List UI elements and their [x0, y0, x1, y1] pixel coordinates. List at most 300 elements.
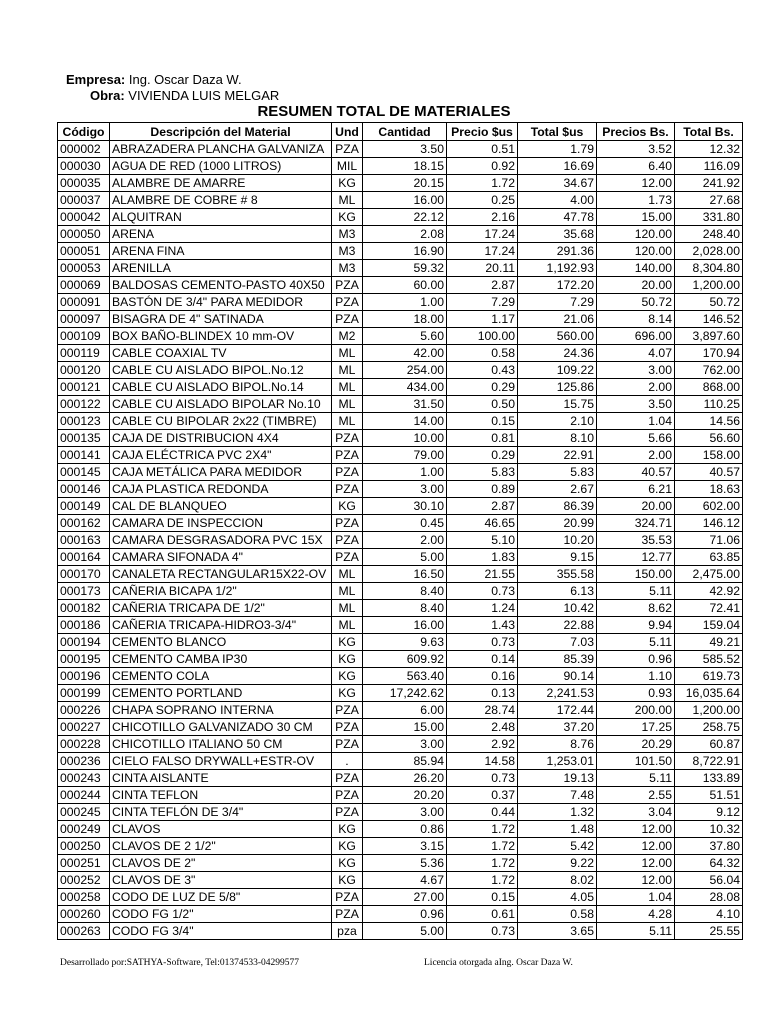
- cell-precio-bs: 12.00: [597, 872, 675, 889]
- cell-total-usd: 125.86: [518, 379, 597, 396]
- cell-descripcion: ARENILLA: [110, 260, 332, 277]
- cell-precio-usd: 0.92: [447, 158, 518, 175]
- cell-und: PZA: [332, 736, 363, 753]
- cell-precio-bs: 1.10: [597, 668, 675, 685]
- cell-cantidad: 27.00: [363, 889, 447, 906]
- cell-codigo: 000245: [58, 804, 110, 821]
- cell-codigo: 000123: [58, 413, 110, 430]
- cell-total-bs: 14.56: [675, 413, 743, 430]
- cell-descripcion: CEMENTO PORTLAND: [110, 685, 332, 702]
- cell-descripcion: CEMENTO CAMBA IP30: [110, 651, 332, 668]
- empresa-value: Ing. Oscar Daza W.: [128, 72, 242, 87]
- cell-codigo: 000199: [58, 685, 110, 702]
- table-row: [58, 447, 743, 464]
- cell-total-usd: 1,192.93: [518, 260, 597, 277]
- cell-precio-usd: 0.50: [447, 396, 518, 413]
- cell-und: PZA: [332, 770, 363, 787]
- cell-und: PZA: [332, 294, 363, 311]
- cell-descripcion: CINTA TEFLON: [110, 787, 332, 804]
- cell-total-usd: 291.36: [518, 243, 597, 260]
- cell-descripcion: CAL DE BLANQUEO: [110, 498, 332, 515]
- cell-precio-usd: 0.15: [447, 413, 518, 430]
- cell-precio-bs: 0.93: [597, 685, 675, 702]
- cell-cantidad: 1.00: [363, 464, 447, 481]
- cell-descripcion: ARENA FINA: [110, 243, 332, 260]
- cell-precio-usd: 0.81: [447, 430, 518, 447]
- cell-codigo: 000030: [58, 158, 110, 175]
- cell-total-bs: 585.52: [675, 651, 743, 668]
- cell-und: .: [332, 753, 363, 770]
- cell-codigo: 000186: [58, 617, 110, 634]
- cell-total-usd: 7.03: [518, 634, 597, 651]
- cell-descripcion: ALAMBRE DE COBRE # 8: [110, 192, 332, 209]
- cell-precio-usd: 0.44: [447, 804, 518, 821]
- cell-precio-usd: 0.73: [447, 923, 518, 940]
- table-row: [58, 328, 743, 345]
- cell-codigo: 000146: [58, 481, 110, 498]
- cell-precio-usd: 46.65: [447, 515, 518, 532]
- cell-total-usd: 10.20: [518, 532, 597, 549]
- cell-codigo: 000145: [58, 464, 110, 481]
- cell-und: PZA: [332, 515, 363, 532]
- cell-total-usd: 24.36: [518, 345, 597, 362]
- cell-descripcion: CABLE CU AISLADO BIPOL.No.14: [110, 379, 332, 396]
- cell-total-bs: 64.32: [675, 855, 743, 872]
- cell-cantidad: 16.90: [363, 243, 447, 260]
- cell-precio-usd: 1.83: [447, 549, 518, 566]
- cell-cantidad: 9.63: [363, 634, 447, 651]
- cell-total-bs: 56.04: [675, 872, 743, 889]
- cell-und: PZA: [332, 447, 363, 464]
- cell-total-bs: 3,897.60: [675, 328, 743, 345]
- cell-codigo: 000249: [58, 821, 110, 838]
- cell-cantidad: 14.00: [363, 413, 447, 430]
- cell-precio-usd: 1.72: [447, 872, 518, 889]
- cell-total-bs: 8,304.80: [675, 260, 743, 277]
- table-row: [58, 498, 743, 515]
- cell-total-bs: 40.57: [675, 464, 743, 481]
- cell-precio-usd: 1.17: [447, 311, 518, 328]
- cell-cantidad: 0.96: [363, 906, 447, 923]
- cell-codigo: 000162: [58, 515, 110, 532]
- cell-und: PZA: [332, 532, 363, 549]
- cell-descripcion: CHAPA SOPRANO INTERNA: [110, 702, 332, 719]
- cell-cantidad: 17,242.62: [363, 685, 447, 702]
- cell-total-usd: 172.20: [518, 277, 597, 294]
- cell-precio-bs: 5.66: [597, 430, 675, 447]
- table-row: [58, 481, 743, 498]
- cell-codigo: 000050: [58, 226, 110, 243]
- cell-total-bs: 2,028.00: [675, 243, 743, 260]
- cell-descripcion: CLAVOS DE 3": [110, 872, 332, 889]
- cell-und: PZA: [332, 464, 363, 481]
- cell-precio-bs: 2.00: [597, 379, 675, 396]
- cell-total-usd: 10.42: [518, 600, 597, 617]
- table-row: [58, 158, 743, 175]
- cell-und: ML: [332, 413, 363, 430]
- cell-total-bs: 8,722.91: [675, 753, 743, 770]
- cell-total-bs: 49.21: [675, 634, 743, 651]
- cell-codigo: 000251: [58, 855, 110, 872]
- cell-codigo: 000250: [58, 838, 110, 855]
- cell-und: PZA: [332, 719, 363, 736]
- cell-und: ML: [332, 566, 363, 583]
- table-row: [58, 141, 743, 158]
- cell-precio-usd: 2.87: [447, 277, 518, 294]
- cell-total-usd: 5.42: [518, 838, 597, 855]
- table-row: [58, 294, 743, 311]
- table-row: [58, 209, 743, 226]
- cell-total-usd: 90.14: [518, 668, 597, 685]
- cell-precio-bs: 150.00: [597, 566, 675, 583]
- cell-codigo: 000164: [58, 549, 110, 566]
- cell-descripcion: CAÑERIA TRICAPA-HIDRO3-3/4": [110, 617, 332, 634]
- cell-cantidad: 5.00: [363, 549, 447, 566]
- cell-precio-usd: 28.74: [447, 702, 518, 719]
- cell-descripcion: ALQUITRAN: [110, 209, 332, 226]
- cell-precio-bs: 40.57: [597, 464, 675, 481]
- cell-total-usd: 8.10: [518, 430, 597, 447]
- cell-descripcion: CABLE COAXIAL TV: [110, 345, 332, 362]
- cell-total-usd: 15.75: [518, 396, 597, 413]
- cell-und: pza: [332, 923, 363, 940]
- cell-descripcion: BOX BAÑO-BLINDEX 10 mm-OV: [110, 328, 332, 345]
- cell-cantidad: 6.00: [363, 702, 447, 719]
- table-row: [58, 532, 743, 549]
- cell-precio-bs: 35.53: [597, 532, 675, 549]
- cell-precio-bs: 101.50: [597, 753, 675, 770]
- cell-und: PZA: [332, 549, 363, 566]
- cell-und: KG: [332, 838, 363, 855]
- cell-cantidad: 22.12: [363, 209, 447, 226]
- cell-und: PZA: [332, 277, 363, 294]
- cell-und: PZA: [332, 141, 363, 158]
- cell-precio-usd: 2.87: [447, 498, 518, 515]
- cell-und: M3: [332, 243, 363, 260]
- cell-und: PZA: [332, 481, 363, 498]
- table-row: [58, 277, 743, 294]
- cell-precio-usd: 2.16: [447, 209, 518, 226]
- cell-total-bs: 170.94: [675, 345, 743, 362]
- cell-und: PZA: [332, 906, 363, 923]
- cell-und: PZA: [332, 804, 363, 821]
- cell-total-usd: 560.00: [518, 328, 597, 345]
- cell-precio-bs: 2.00: [597, 447, 675, 464]
- cell-total-usd: 22.88: [518, 617, 597, 634]
- cell-total-bs: 110.25: [675, 396, 743, 413]
- table-row: [58, 634, 743, 651]
- table-row: [58, 396, 743, 413]
- cell-total-usd: 20.99: [518, 515, 597, 532]
- cell-precio-bs: 696.00: [597, 328, 675, 345]
- cell-descripcion: CAJA ELÉCTRICA PVC 2X4": [110, 447, 332, 464]
- cell-precio-bs: 12.00: [597, 821, 675, 838]
- cell-total-bs: 133.89: [675, 770, 743, 787]
- cell-cantidad: 20.20: [363, 787, 447, 804]
- cell-descripcion: CLAVOS: [110, 821, 332, 838]
- cell-precio-bs: 8.14: [597, 311, 675, 328]
- cell-total-usd: 19.13: [518, 770, 597, 787]
- cell-precio-bs: 6.40: [597, 158, 675, 175]
- cell-precio-usd: 20.11: [447, 260, 518, 277]
- table-row: [58, 226, 743, 243]
- cell-codigo: 000109: [58, 328, 110, 345]
- cell-precio-usd: 0.14: [447, 651, 518, 668]
- cell-total-bs: 258.75: [675, 719, 743, 736]
- cell-und: KG: [332, 668, 363, 685]
- cell-total-usd: 5.83: [518, 464, 597, 481]
- cell-precio-bs: 3.50: [597, 396, 675, 413]
- cell-descripcion: CODO FG 3/4": [110, 923, 332, 940]
- cell-total-usd: 2.67: [518, 481, 597, 498]
- cell-total-usd: 8.02: [518, 872, 597, 889]
- cell-total-usd: 47.78: [518, 209, 597, 226]
- table-row: [58, 175, 743, 192]
- cell-total-bs: 71.06: [675, 532, 743, 549]
- cell-cantidad: 16.00: [363, 192, 447, 209]
- cell-precio-usd: 5.10: [447, 532, 518, 549]
- cell-cantidad: 0.45: [363, 515, 447, 532]
- cell-precio-bs: 3.52: [597, 141, 675, 158]
- cell-und: PZA: [332, 430, 363, 447]
- cell-codigo: 000053: [58, 260, 110, 277]
- cell-total-usd: 355.58: [518, 566, 597, 583]
- cell-und: ML: [332, 583, 363, 600]
- table-row: [58, 770, 743, 787]
- cell-codigo: 000091: [58, 294, 110, 311]
- col-header-precio-usd: Precio $us: [447, 123, 518, 141]
- cell-descripcion: CAJA PLASTICA REDONDA: [110, 481, 332, 498]
- cell-cantidad: 15.00: [363, 719, 447, 736]
- cell-descripcion: ARENA: [110, 226, 332, 243]
- cell-total-bs: 18.63: [675, 481, 743, 498]
- cell-codigo: 000243: [58, 770, 110, 787]
- cell-descripcion: ABRAZADERA PLANCHA GALVANIZA: [110, 141, 332, 158]
- cell-codigo: 000227: [58, 719, 110, 736]
- cell-total-bs: 241.92: [675, 175, 743, 192]
- table-row: [58, 719, 743, 736]
- cell-total-usd: 86.39: [518, 498, 597, 515]
- cell-descripcion: CINTA TEFLÓN DE 3/4": [110, 804, 332, 821]
- table-row: [58, 889, 743, 906]
- cell-total-usd: 1.32: [518, 804, 597, 821]
- table-row: [58, 260, 743, 277]
- cell-und: ML: [332, 192, 363, 209]
- cell-total-usd: 7.48: [518, 787, 597, 804]
- cell-total-usd: 4.00: [518, 192, 597, 209]
- materials-table: [57, 122, 743, 940]
- cell-descripcion: CAMARA SIFONADA 4": [110, 549, 332, 566]
- cell-codigo: 000042: [58, 209, 110, 226]
- cell-cantidad: 60.00: [363, 277, 447, 294]
- cell-cantidad: 3.50: [363, 141, 447, 158]
- cell-total-usd: 16.69: [518, 158, 597, 175]
- cell-und: M3: [332, 226, 363, 243]
- cell-total-usd: 35.68: [518, 226, 597, 243]
- table-row: [58, 668, 743, 685]
- cell-und: ML: [332, 396, 363, 413]
- table-row: [58, 413, 743, 430]
- table-row: [58, 464, 743, 481]
- obra-value: VIVIENDA LUIS MELGAR: [128, 88, 280, 103]
- cell-cantidad: 4.67: [363, 872, 447, 889]
- cell-total-bs: 762.00: [675, 362, 743, 379]
- cell-codigo: 000228: [58, 736, 110, 753]
- cell-precio-usd: 0.29: [447, 379, 518, 396]
- cell-codigo: 000135: [58, 430, 110, 447]
- col-header-codigo: Código: [58, 123, 110, 141]
- cell-cantidad: 26.20: [363, 770, 447, 787]
- cell-precio-bs: 120.00: [597, 243, 675, 260]
- table-row: [58, 821, 743, 838]
- cell-precio-bs: 12.00: [597, 175, 675, 192]
- table-row: [58, 515, 743, 532]
- col-header-total-usd: Total $us: [518, 123, 597, 141]
- table-row: [58, 583, 743, 600]
- cell-precio-bs: 0.96: [597, 651, 675, 668]
- cell-total-usd: 1.79: [518, 141, 597, 158]
- cell-und: PZA: [332, 889, 363, 906]
- cell-und: KG: [332, 651, 363, 668]
- cell-total-bs: 9.12: [675, 804, 743, 821]
- cell-cantidad: 5.00: [363, 923, 447, 940]
- cell-precio-bs: 12.00: [597, 838, 675, 855]
- cell-und: M3: [332, 260, 363, 277]
- cell-cantidad: 59.32: [363, 260, 447, 277]
- cell-total-usd: 2,241.53: [518, 685, 597, 702]
- cell-descripcion: CODO FG 1/2": [110, 906, 332, 923]
- cell-descripcion: CHICOTILLO GALVANIZADO 30 CM: [110, 719, 332, 736]
- cell-descripcion: CAÑERIA TRICAPA DE 1/2": [110, 600, 332, 617]
- cell-precio-bs: 20.00: [597, 277, 675, 294]
- cell-cantidad: 42.00: [363, 345, 447, 362]
- cell-cantidad: 1.00: [363, 294, 447, 311]
- cell-total-bs: 16,035.64: [675, 685, 743, 702]
- cell-cantidad: 563.40: [363, 668, 447, 685]
- cell-codigo: 000260: [58, 906, 110, 923]
- cell-cantidad: 85.94: [363, 753, 447, 770]
- cell-precio-usd: 1.72: [447, 855, 518, 872]
- cell-total-bs: 56.60: [675, 430, 743, 447]
- cell-precio-usd: 0.13: [447, 685, 518, 702]
- cell-codigo: 000173: [58, 583, 110, 600]
- cell-codigo: 000051: [58, 243, 110, 260]
- cell-total-usd: 1,253.01: [518, 753, 597, 770]
- cell-precio-bs: 3.00: [597, 362, 675, 379]
- cell-und: ML: [332, 600, 363, 617]
- cell-und: KG: [332, 175, 363, 192]
- cell-und: KG: [332, 209, 363, 226]
- table-row: [58, 345, 743, 362]
- cell-cantidad: 3.00: [363, 481, 447, 498]
- table-row: [58, 804, 743, 821]
- cell-total-usd: 7.29: [518, 294, 597, 311]
- obra-label: Obra:: [90, 88, 125, 103]
- cell-descripcion: BISAGRA DE 4" SATINADA: [110, 311, 332, 328]
- cell-und: MIL: [332, 158, 363, 175]
- cell-codigo: 000196: [58, 668, 110, 685]
- table-header-row: [58, 123, 743, 141]
- cell-codigo: 000002: [58, 141, 110, 158]
- cell-precio-bs: 20.00: [597, 498, 675, 515]
- cell-und: PZA: [332, 702, 363, 719]
- cell-cantidad: 5.36: [363, 855, 447, 872]
- cell-descripcion: CABLE CU AISLADO BIPOLAR No.10: [110, 396, 332, 413]
- cell-codigo: 000037: [58, 192, 110, 209]
- cell-descripcion: CAJA DE DISTRIBUCION 4X4: [110, 430, 332, 447]
- cell-precio-usd: 0.58: [447, 345, 518, 362]
- cell-und: KG: [332, 685, 363, 702]
- cell-codigo: 000182: [58, 600, 110, 617]
- cell-precio-usd: 0.43: [447, 362, 518, 379]
- cell-codigo: 000170: [58, 566, 110, 583]
- cell-cantidad: 16.00: [363, 617, 447, 634]
- cell-cantidad: 609.92: [363, 651, 447, 668]
- cell-codigo: 000194: [58, 634, 110, 651]
- cell-codigo: 000244: [58, 787, 110, 804]
- cell-precio-usd: 0.73: [447, 634, 518, 651]
- cell-precio-usd: 0.61: [447, 906, 518, 923]
- cell-total-usd: 22.91: [518, 447, 597, 464]
- cell-codigo: 000119: [58, 345, 110, 362]
- cell-und: KG: [332, 498, 363, 515]
- cell-precio-bs: 1.04: [597, 413, 675, 430]
- cell-und: KG: [332, 821, 363, 838]
- cell-total-bs: 868.00: [675, 379, 743, 396]
- cell-cantidad: 30.10: [363, 498, 447, 515]
- cell-total-bs: 50.72: [675, 294, 743, 311]
- cell-cantidad: 8.40: [363, 583, 447, 600]
- cell-cantidad: 31.50: [363, 396, 447, 413]
- cell-descripcion: CINTA AISLANTE: [110, 770, 332, 787]
- cell-cantidad: 3.15: [363, 838, 447, 855]
- cell-precio-usd: 2.92: [447, 736, 518, 753]
- cell-cantidad: 79.00: [363, 447, 447, 464]
- cell-cantidad: 8.40: [363, 600, 447, 617]
- cell-precio-bs: 20.29: [597, 736, 675, 753]
- cell-total-usd: 9.22: [518, 855, 597, 872]
- col-header-und: Und: [332, 123, 363, 141]
- cell-precio-bs: 9.94: [597, 617, 675, 634]
- table-row: [58, 651, 743, 668]
- cell-codigo: 000252: [58, 872, 110, 889]
- cell-cantidad: 434.00: [363, 379, 447, 396]
- cell-codigo: 000258: [58, 889, 110, 906]
- cell-descripcion: CLAVOS DE 2": [110, 855, 332, 872]
- cell-total-bs: 619.73: [675, 668, 743, 685]
- table-row: [58, 379, 743, 396]
- table-row: [58, 736, 743, 753]
- cell-total-bs: 4.10: [675, 906, 743, 923]
- cell-cantidad: 254.00: [363, 362, 447, 379]
- cell-total-bs: 63.85: [675, 549, 743, 566]
- cell-precio-bs: 120.00: [597, 226, 675, 243]
- table-row: [58, 753, 743, 770]
- table-row: [58, 430, 743, 447]
- cell-precio-usd: 0.29: [447, 447, 518, 464]
- cell-total-usd: 1.48: [518, 821, 597, 838]
- cell-precio-bs: 5.11: [597, 923, 675, 940]
- cell-und: M2: [332, 328, 363, 345]
- table-row: [58, 838, 743, 855]
- cell-cantidad: 20.15: [363, 175, 447, 192]
- cell-precio-bs: 2.55: [597, 787, 675, 804]
- table-row: [58, 362, 743, 379]
- cell-descripcion: CAJA METÁLICA PARA MEDIDOR: [110, 464, 332, 481]
- cell-precio-usd: 17.24: [447, 243, 518, 260]
- cell-total-bs: 42.92: [675, 583, 743, 600]
- obra-line: [90, 88, 279, 103]
